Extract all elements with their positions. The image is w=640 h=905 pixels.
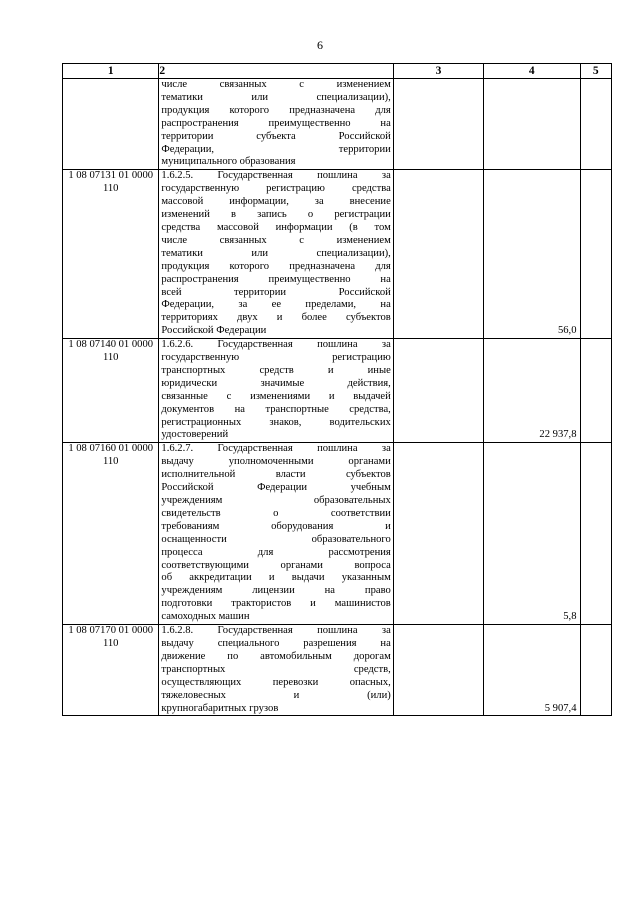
description-line: требованиям оборудования и bbox=[161, 520, 391, 532]
column-header-4: 4 bbox=[484, 64, 580, 79]
description-line: числе связанных с изменением bbox=[161, 234, 391, 246]
table-row bbox=[63, 625, 612, 716]
description-line: муниципального образования bbox=[161, 156, 296, 168]
column-3-cell bbox=[393, 625, 483, 716]
description-cell bbox=[159, 339, 393, 443]
budget-code-cell bbox=[63, 339, 159, 443]
amount-value: 5 907,4 bbox=[544, 702, 577, 714]
page-number: 6 bbox=[317, 38, 323, 52]
column-header-2: 2 bbox=[159, 64, 393, 79]
description-line: транспортных средств и иные bbox=[161, 364, 391, 376]
amount-cell bbox=[484, 79, 580, 170]
description-line: распространения преимущественно на bbox=[161, 273, 391, 285]
budget-code: 1 08 07160 01 0000 110 bbox=[68, 443, 154, 468]
description-cell bbox=[159, 443, 393, 625]
description-line: продукция которого предназначена для bbox=[161, 104, 391, 116]
description-line: 1.6.2.5. Государственная пошлина за bbox=[161, 170, 391, 182]
description-cell bbox=[159, 79, 393, 170]
amount-cell bbox=[484, 625, 580, 716]
description-line: 1.6.2.6. Государственная пошлина за bbox=[161, 339, 391, 351]
description-line: регистрационных знаков, водительских bbox=[161, 416, 391, 428]
column-3-cell bbox=[393, 339, 483, 443]
description-line: массовой информации, за внесение bbox=[161, 196, 391, 208]
description-line: государственную регистрацию bbox=[161, 352, 391, 364]
column-5-cell bbox=[580, 339, 612, 443]
budget-code: 1 08 07131 01 0000 110 bbox=[68, 170, 154, 195]
description-line: самоходных машин bbox=[161, 611, 250, 623]
description-line: продукция которого предназначена для bbox=[161, 260, 391, 272]
description-line: учреждениям лицензии на право bbox=[161, 585, 391, 597]
table-row bbox=[63, 443, 612, 625]
budget-code-cell bbox=[63, 170, 159, 339]
amount-cell bbox=[484, 339, 580, 443]
description-line: всей территории Российской bbox=[161, 286, 391, 298]
table-row bbox=[63, 170, 612, 339]
column-3-cell bbox=[393, 443, 483, 625]
description-line: числе связанных с изменением bbox=[161, 79, 391, 90]
description-line: государственную регистрацию средства bbox=[161, 183, 391, 195]
description-line: транспортных средств, bbox=[161, 663, 391, 675]
description-line: крупногабаритных грузов bbox=[161, 702, 279, 714]
table-row bbox=[63, 339, 612, 443]
budget-code-cell bbox=[63, 79, 159, 170]
budget-code: 1 08 07140 01 0000 110 bbox=[68, 339, 154, 364]
description-cell bbox=[159, 170, 393, 339]
column-5-cell bbox=[580, 625, 612, 716]
column-5-cell bbox=[580, 79, 612, 170]
revenue-table bbox=[62, 63, 612, 716]
description-line: движение по автомобильным дорогам bbox=[161, 650, 391, 662]
amount-value: 5,8 bbox=[563, 611, 577, 623]
description-line: юридически значимые действия, bbox=[161, 377, 391, 389]
amount-value: 56,0 bbox=[557, 325, 577, 337]
description-line: исполнительной власти субъектов bbox=[161, 469, 391, 481]
description-line: соответствующими органами вопроса bbox=[161, 559, 391, 571]
description-line: осуществляющих перевозки опасных, bbox=[161, 676, 391, 688]
budget-code: 1 08 07170 01 0000 110 bbox=[68, 625, 154, 649]
column-header-5: 5 bbox=[580, 64, 612, 79]
column-3-cell bbox=[393, 79, 483, 170]
description-line: свидетельств о соответствии bbox=[161, 507, 391, 519]
column-header-3: 3 bbox=[393, 64, 483, 79]
amount-value: 22 937,8 bbox=[539, 429, 577, 441]
description-line: 1.6.2.7. Государственная пошлина за bbox=[161, 443, 391, 455]
description-cell bbox=[159, 625, 393, 716]
description-line: учреждениям образовательных bbox=[161, 495, 391, 506]
column-header-1: 1 bbox=[63, 64, 159, 79]
table-row bbox=[63, 79, 612, 170]
column-5-cell bbox=[580, 443, 612, 625]
description-line: оснащенности образовательного bbox=[161, 533, 391, 545]
description-line: связанные с изменениями и выдачей bbox=[161, 390, 391, 402]
description-line: средства массовой информации (в том bbox=[161, 221, 391, 233]
description-line: удостоверений bbox=[161, 429, 229, 441]
description-line: тематики или специализации), bbox=[161, 247, 391, 259]
description-line: распространения преимущественно на bbox=[161, 117, 391, 129]
description-line: процесса для рассмотрения bbox=[161, 546, 391, 558]
description-line: 1.6.2.8. Государственная пошлина за bbox=[161, 625, 391, 637]
description-line: тяжеловесных и (или) bbox=[161, 689, 391, 701]
description-line: территориях двух и более субъектов bbox=[161, 312, 391, 324]
description-line: выдачу специального разрешения на bbox=[161, 637, 391, 649]
description-line: Федерации, территории bbox=[161, 143, 391, 155]
table-header-row bbox=[63, 64, 612, 79]
description-line: изменений в запись о регистрации bbox=[161, 209, 391, 221]
description-line: Федерации, за ее пределами, на bbox=[161, 299, 391, 311]
column-5-cell bbox=[580, 170, 612, 339]
column-3-cell bbox=[393, 170, 483, 339]
description-line: об аккредитации и выдачи указанным bbox=[161, 572, 391, 584]
description-line: выдачу уполномоченными органами bbox=[161, 456, 391, 468]
description-line: Российской Федерации учебным bbox=[161, 482, 391, 494]
description-line: документов на транспортные средства, bbox=[161, 403, 391, 415]
amount-cell bbox=[484, 443, 580, 625]
budget-code-cell bbox=[63, 625, 159, 716]
budget-code-cell bbox=[63, 443, 159, 625]
description-line: Российской Федерации bbox=[161, 325, 267, 337]
amount-cell bbox=[484, 170, 580, 339]
description-line: территории субъекта Российской bbox=[161, 130, 391, 142]
description-line: тематики или специализации), bbox=[161, 91, 391, 103]
description-line: подготовки трактористов и машинистов bbox=[161, 598, 391, 610]
